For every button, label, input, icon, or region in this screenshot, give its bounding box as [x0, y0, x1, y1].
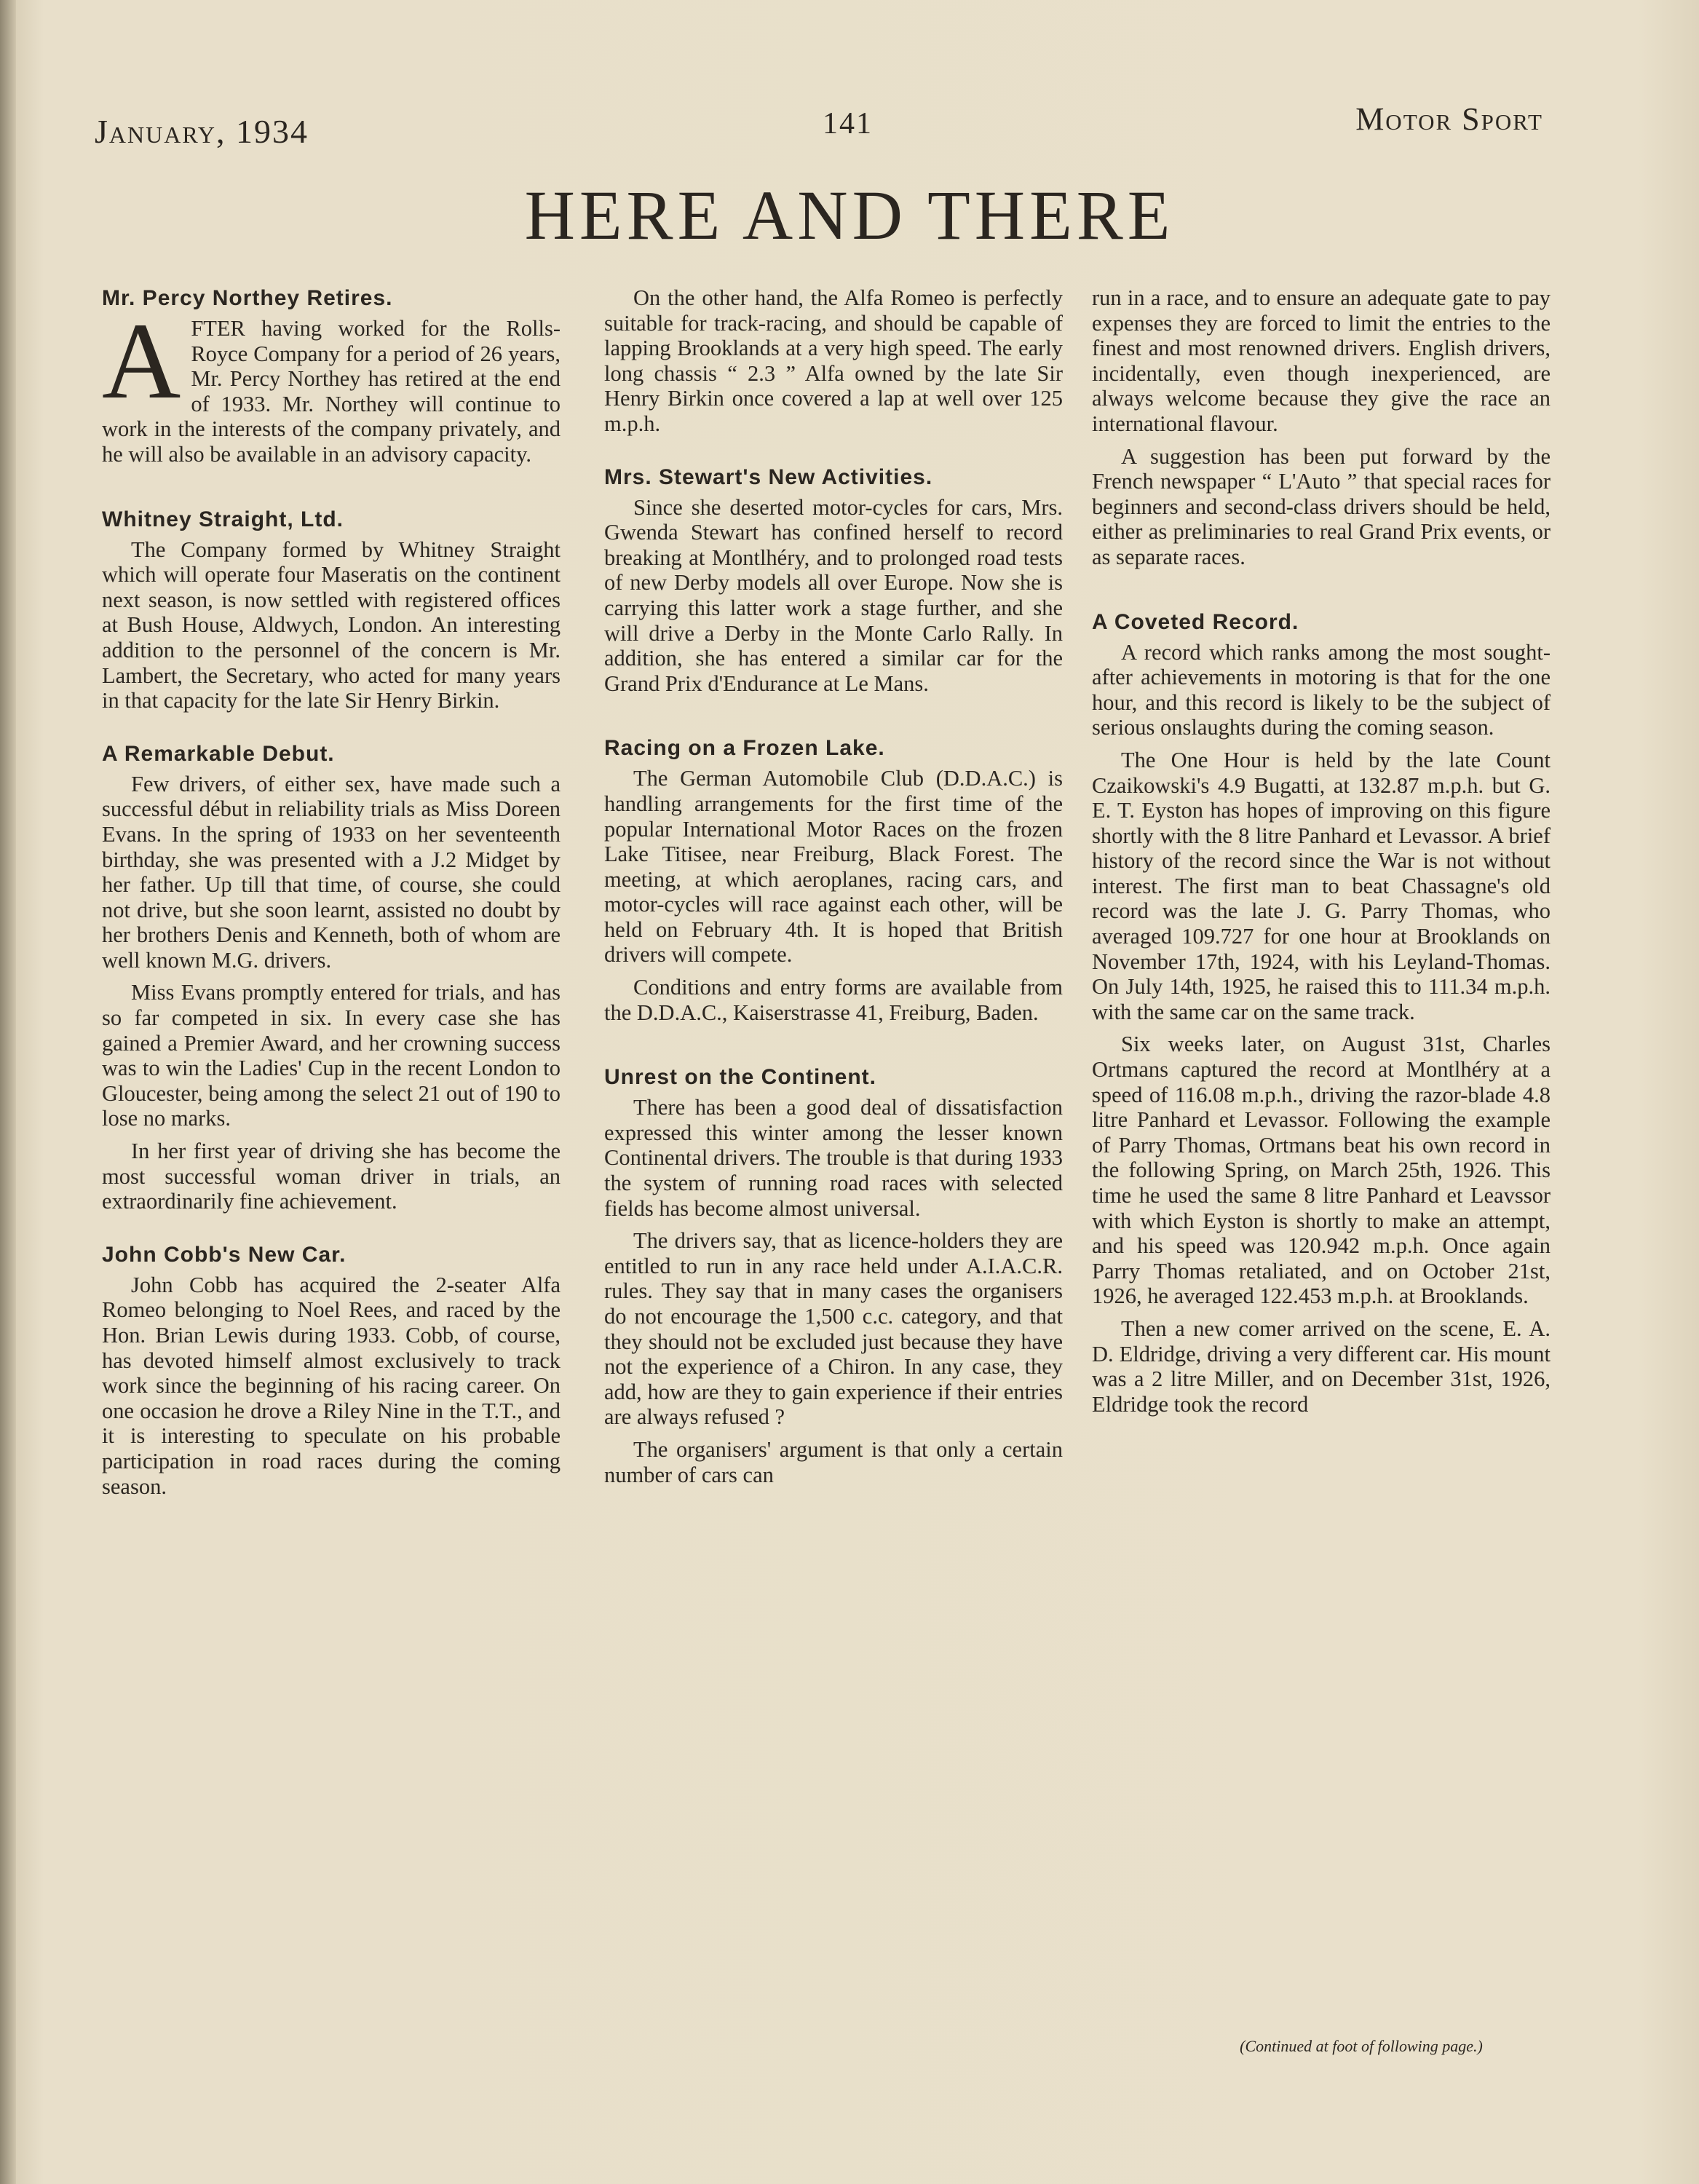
page-number: 141 — [823, 107, 873, 141]
paragraph-stewart: Since she deserted motor-cycles for cars, Mrs. Gwenda Stewart has confined herself to record breaking at Montlhéry, and to prolonged road tests of new Derby models all over Europe. Now she is carrying this latter work a stage further, and she will drive a Derby in the Monte Carlo Rally. In addition, she has entered a similar car for the Grand Prix d'Endurance at Le Mans. — [604, 494, 1063, 696]
issue-date: January, 1934 — [95, 113, 309, 150]
spacer — [604, 703, 1063, 735]
paragraph-record-3: Six weeks later, on August 31st, Charles Ortmans captured the record at Montlhéry at a speed of 116.08 m.p.h., driving the razor-blade 4.8 litre Panhard et Levassor. Following the example of Parry Thomas, Ortmans beat his own record in the following Spring, on March 25th, 1926. This time he used the same 8 litre Panhard et Leavssor with which Eyston is shortly to make an attempt, and his speed was 120.942 m.p.h. Once again Parry Thomas retaliated, and on October 21st, 1926, he averaged 122.453 m.p.h. at Brooklands. — [1092, 1032, 1551, 1309]
spacer — [604, 444, 1063, 464]
column-3 — [1092, 285, 1551, 1424]
paragraph-record-2: The One Hour is held by the late Count Czaikowski's 4.9 Bugatti, at 132.87 m.p.h. but G. E. T. Eyston has hopes of improving on this figure shortly with the 8 litre Panhard et Levassor. A brief history of the record since the War is not without interest. The first man to beat Chassagne's old record was the late J. G. Parry Thomas, who averaged 109.727 for one hour at Brooklands on November 17th, 1924, with his Leyland-Thomas. On July 14th, 1925, he raised this to 111.34 m.p.h. with the same car on the same track. — [1092, 747, 1551, 1024]
spacer — [1092, 577, 1551, 609]
heading-record: A Coveted Record. — [1092, 609, 1299, 634]
spacer — [102, 721, 561, 741]
paragraph-unrest-3b: run in a race, and to ensure an adequate gate to pay expenses they are forced to limit the entries to the finest and most renowned drivers. English drivers, incidentally, even though inexperienced, are always welcome because they give the race an international flavour. — [1092, 285, 1551, 436]
paragraph-frozen-2: Conditions and entry forms are available from the D.D.A.C., Kaiserstrasse 41, Freiburg, Baden. — [604, 975, 1063, 1025]
paragraph-debut-2: Miss Evans promptly entered for trials, and has so far competed in six. In every case she has gained a Premier Award, and her crowning success was to win the Ladies' Cup in the recent London to Gloucester, being among the select 21 out of 190 to lose no marks. — [102, 980, 561, 1131]
article-columns — [102, 285, 1558, 2069]
paragraph-unrest-3a: The organisers' argument is that only a certain number of cars can — [604, 1436, 1063, 1487]
paragraph-text: FTER having worked for the Rolls-Royce Company for a period of 26 years, Mr. Percy Northey has retired at the end of 1933. Mr. Northey will continue to work in the interests of the company privately, and he will also be available in an advisory capacity. — [102, 316, 561, 467]
heading-straight: Whitney Straight, Ltd. — [102, 507, 344, 531]
paragraph-unrest-1: There has been a good deal of dissatisfaction expressed this winter among the lesser known Continental drivers. The trouble is that during 1933 the system of running road races with selected fields has become almost universal. — [604, 1095, 1063, 1221]
spacer — [102, 1222, 561, 1242]
heading-cobb: John Cobb's New Car. — [102, 1242, 346, 1267]
heading-unrest: Unrest on the Continent. — [604, 1065, 876, 1090]
heading-northey: Mr. Percy Northey Retires. — [102, 286, 393, 310]
spacer — [102, 475, 561, 507]
spacer — [604, 1032, 1063, 1064]
paragraph-unrest-4: A suggestion has been put forward by the French newspaper “ L'Auto ” that special races for beginners and second-class drivers should be held, either as preliminaries to real Grand Prix events, or as separate races. — [1092, 443, 1551, 569]
column-1 — [102, 285, 561, 1506]
heading-stewart: Mrs. Stewart's New Activities. — [604, 464, 933, 489]
page-title: HERE AND THERE — [524, 176, 1175, 254]
paragraph-debut-1: Few drivers, of either sex, have made such a successful début in reliability trials as Miss Doreen Evans. In the spring of 1933 on her seventeenth birthday, she was presented with a J.2 Midget by her father. Up till that time, of course, she could not drive, but she soon learnt, assisted no doubt by her brothers Denis and Kenneth, both of whom are well known M.G. drivers. — [102, 771, 561, 973]
paragraph-debut-3: In her first year of driving she has become the most successful woman driver in trials, an extraordinarily fine achievement. — [102, 1139, 561, 1214]
paragraph-cobb-2: On the other hand, the Alfa Romeo is perfectly suitable for track-racing, and should be capable of lapping Brooklands at a very high speed. The early long chassis “ 2.3 ” Alfa owned by the late Sir Henry Birkin once covered a lap at well over 125 m.p.h. — [604, 285, 1063, 436]
paragraph-record-1: A record which ranks among the most sought-after achievements in motoring is that for the one hour, and this record is likely to be the subject of serious onslaughts during the coming season. — [1092, 639, 1551, 740]
continued-note: (Continued at foot of following page.) — [1240, 2037, 1483, 2055]
column-2 — [604, 285, 1063, 1495]
running-header — [95, 100, 1543, 151]
magazine-name: Motor Sport — [1355, 101, 1543, 137]
heading-debut: A Remarkable Debut. — [102, 741, 335, 766]
drop-cap: A — [102, 301, 181, 422]
paragraph-frozen-1: The German Automobile Club (D.D.A.C.) is handling arrangements for the first time of the popular International Motor Races on the frozen Lake Titisee, near Freiburg, Black Forest. The meeting, at which aeroplanes, racing cars, and motor-cycles will race against each other, will be held on February 4th. It is hoped that British drivers will compete. — [604, 766, 1063, 968]
paragraph-record-4: Then a new comer arrived on the scene, E. A. D. Eldridge, driving a very different car. His mount was a 2 litre Miller, and on December 31st, 1926, Eldridge took the record — [1092, 1315, 1551, 1417]
paragraph-unrest-2: The drivers say, that as licence-holders they are entitled to run in any race held under A.I.A.C.R. rules. They say that in many cases the organisers do not encourage the 1,500 c.c. category, and that they should not be excluded just because they have not the experience of a Chiron. In any case, they add, how are they to gain experience if their entries are always refused ? — [604, 1228, 1063, 1430]
page-spine-shadow — [0, 0, 16, 2184]
paragraph-straight: The Company formed by Whitney Straight which will operate four Maseratis on the continent next season, is now settled with registered offices at Bush House, Aldwych, London. An interesting addition to the personnel of the concern is Mr. Lambert, the Secretary, who acted for many years in that capacity for the late Sir Henry Birkin. — [102, 537, 561, 713]
paragraph-northey — [102, 301, 561, 467]
paragraph-cobb-1: John Cobb has acquired the 2-seater Alfa Romeo belonging to Noel Rees, and raced by the Hon. Brian Lewis during 1933. Cobb, of course, has devoted himself almost exclusively to track work since the beginning of his racing career. On one occasion he drove a Riley Nine in the T.T., and it is interesting to speculate on his probable participation in road races during the coming season. — [102, 1272, 561, 1499]
heading-frozen-lake: Racing on a Frozen Lake. — [604, 736, 885, 761]
